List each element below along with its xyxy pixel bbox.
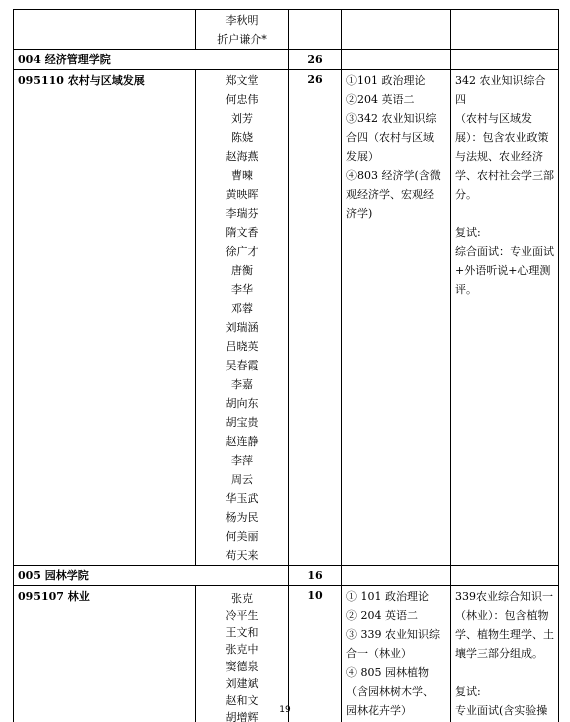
tutor-name: 冷平生 [225,609,259,622]
exam-line: 园林花卉学） [346,704,412,717]
notes-cell [451,10,559,50]
major-name: 095110 农村与区域发展 [14,70,196,566]
tutor-name: 郑文堂 [225,74,259,87]
tutor-name: 赵和文 [225,694,259,707]
exam-cell [342,50,451,70]
note-line: 专业面试(含实验操 [455,704,548,717]
table-row [14,586,559,722]
note-line: 综合面试：专业面试 [455,245,554,258]
note-line: 分。 [455,188,477,201]
note-line: （农村与区域发 [455,112,532,125]
tutor-name: 杨为民 [225,511,259,524]
note-line: 与法规、农业经济 [455,150,543,163]
quota-cell [289,10,342,50]
note-line [455,663,555,682]
note-line: 学、植物生理学、土 [455,628,554,641]
tutor-name: 张克中 [225,643,259,656]
major-cell [14,10,196,50]
exam-cell [342,10,451,50]
tutor-list [196,70,289,566]
page-number: 19 [279,705,291,715]
table-row [14,50,559,70]
tutor-name: 华玉武 [225,492,259,505]
tutor-name: 窦德泉 [225,660,259,673]
tutor-name: 何美丽 [225,530,259,543]
note-line: 复试: [455,226,481,239]
tutor-list [196,586,289,722]
exam-line: 合四（农村与区域 [346,131,434,144]
tutor-name: 苟天来 [225,549,259,562]
exam-line: ③ 339 农业知识综 [346,628,440,641]
college-quota: 26 [289,50,342,70]
tutor-name: 刘瑞涵 [225,321,259,334]
exam-line: ④ 805 园林植物 [346,666,429,679]
tutor-name: 李华 [231,283,253,296]
note-line: 342 农业知识综合四 [455,74,546,106]
notes-cell [451,50,559,70]
note-line: 复试: [455,685,481,698]
tutor-name: 胡增辉 [225,711,259,722]
tutor-name: 吕晓英 [225,340,259,353]
tutor-name: 胡宝贵 [225,416,259,429]
tutor-name: 刘建斌 [225,677,259,690]
exam-subjects [342,586,451,722]
tutor-name: 徐广才 [225,245,259,258]
note-line [455,204,555,223]
exam-line: （含园林树木学、 [346,685,434,698]
exam-line: 济学) [346,207,373,220]
exam-line: ②204 英语二 [346,93,415,106]
college-name: 004 经济管理学院 [14,50,289,70]
tutor-name: 王文和 [225,626,259,639]
note-line: 评。 [455,283,477,296]
tutor-name: 赵连静 [225,435,259,448]
note-line: 339农业综合知识一 [455,590,553,603]
tutor-name: 李嘉 [231,378,253,391]
note-line: 壤学三部分组成。 [455,647,543,660]
tutor-name: 折户谦介* [217,33,267,46]
exam-line: ①101 政治理论 [346,74,426,87]
major-quota: 10 [289,586,342,722]
enrollment-catalog-table [13,9,559,722]
notes-cell [451,566,559,586]
tutor-name: 曹暕 [231,169,253,182]
exam-line: ④803 经济学(含微 [346,169,441,182]
major-name: 095107 林业 [14,586,196,722]
tutor-name: 李萍 [231,454,253,467]
tutor-list [196,10,289,50]
tutor-name: 周云 [231,473,253,486]
table-row [14,566,559,586]
exam-line: ③342 农业知识综 [346,112,437,125]
tutor-name: 张克 [231,592,253,605]
note-line: 展）：包含农业政策 [455,131,549,144]
college-quota: 16 [289,566,342,586]
note-line: +外语听说+心理测 [455,264,551,277]
exam-line: 观经济学、宏观经 [346,188,434,201]
college-name: 005 园林学院 [14,566,289,586]
table-row [14,10,559,50]
tutor-name: 刘芳 [231,112,253,125]
note-line: （林业）：包含植物 [455,609,549,622]
tutor-name: 陈娆 [231,131,253,144]
exam-line: ① 101 政治理论 [346,590,429,603]
exam-notes [451,70,559,566]
tutor-name: 邓蓉 [231,302,253,315]
exam-line: ② 204 英语二 [346,609,418,622]
tutor-name: 胡向东 [225,397,259,410]
exam-notes [451,586,559,722]
exam-line: 发展） [346,150,379,163]
tutor-name: 李秋明 [225,14,259,27]
exam-line: 合一（林业） [346,647,412,660]
tutor-name: 隋文香 [225,226,259,239]
table-row [14,70,559,566]
major-quota: 26 [289,70,342,566]
note-line: 学、农村社会学三部 [455,169,554,182]
tutor-name: 李瑞芬 [225,207,259,220]
exam-cell [342,566,451,586]
tutor-name: 何忠伟 [225,93,259,106]
tutor-name: 唐衡 [231,264,253,277]
exam-subjects [342,70,451,566]
tutor-name: 黄映晖 [225,188,259,201]
tutor-name: 吴春霞 [225,359,259,372]
tutor-name: 赵海燕 [225,150,259,163]
